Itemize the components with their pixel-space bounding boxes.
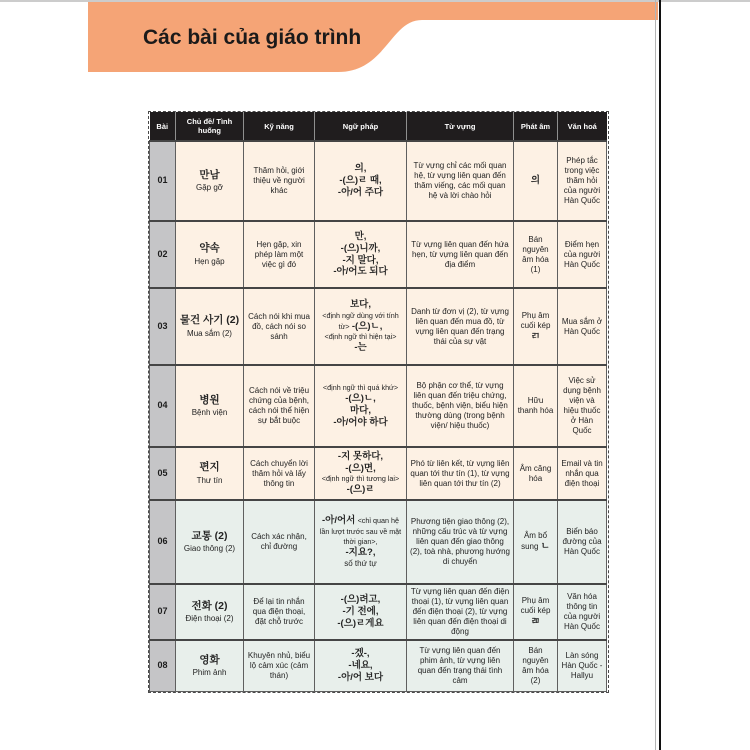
topic-korean: 교통 (2)	[191, 529, 228, 542]
lesson-number-cell: 02	[150, 221, 176, 288]
culture-cell: Văn hóa thông tin của người Hàn Quốc	[558, 584, 607, 640]
page-edge-shadow	[655, 0, 656, 750]
topic-cell	[176, 500, 244, 584]
page-edge-line	[659, 0, 661, 750]
lesson-number-cell: 07	[150, 584, 176, 640]
korean-text: -(으)ㄴ,	[351, 320, 383, 332]
skills-cell: Cách nói khi mua đồ, cách nói so sánh	[244, 288, 315, 365]
curriculum-table-wrap	[148, 111, 609, 693]
annotation-text: <chỉ quan hệ lần lượt trước sau về mặt thời gian>,	[319, 516, 402, 546]
grammar-cell	[315, 288, 407, 365]
lesson-number-cell: 08	[150, 640, 176, 691]
grammar-cell	[315, 141, 407, 221]
annotation-text: Bán nguyên âm hóa (2)	[522, 645, 549, 685]
korean-text: 의	[530, 175, 541, 187]
annotation-text: Phụ âm cuối kép	[520, 596, 551, 616]
korean-text: 보다,	[350, 298, 371, 310]
table-row	[150, 447, 607, 500]
topic-vietnamese: Mua sắm (2)	[187, 328, 232, 338]
lesson-number-cell: 06	[150, 500, 176, 584]
topic-cell	[176, 288, 244, 365]
korean-text: -아/어서	[322, 515, 356, 527]
grammar-cell	[315, 447, 407, 500]
table-row	[150, 288, 607, 365]
korean-text: ㄺ	[530, 330, 541, 342]
grammar-cell	[315, 640, 407, 691]
grammar-cell	[315, 500, 407, 584]
pronunciation-cell	[514, 640, 558, 691]
table-row	[150, 221, 607, 288]
topic-korean: 약속	[199, 242, 220, 255]
korean-text: -(으)ㄹ 때,	[339, 175, 382, 187]
topic-vietnamese: Giao thông (2)	[183, 544, 236, 554]
lesson-number-cell: 05	[150, 447, 176, 500]
skills-cell: Hẹn gặp, xin phép làm một việc gì đó	[244, 221, 315, 288]
pronunciation-cell	[514, 221, 558, 288]
topic-vietnamese: Gặp gỡ	[195, 183, 224, 193]
vocabulary-cell: Phó từ liên kết, từ vựng liên quan tới thư tín (1), từ vựng liên quan tới thư tín (2)	[407, 447, 514, 500]
skills-cell: Thăm hỏi, giới thiệu về người khác	[244, 141, 315, 221]
pronunciation-cell	[514, 141, 558, 221]
topic-cell	[176, 365, 244, 447]
culture-cell: Việc sử dụng bệnh viện và hiệu thuốc ở Hàn Quốc	[558, 365, 607, 447]
annotation-text: Âm căng hóa	[519, 463, 552, 483]
topic-vietnamese: Phim ảnh	[192, 667, 227, 677]
vocabulary-cell: Phương tiện giao thông (2), những cấu trúc và từ vựng liên quan đến giao thông (2), toà nhà, phương hướng di chuyển	[407, 500, 514, 584]
table-header-row	[150, 112, 607, 141]
culture-cell: Điểm hẹn của người Hàn Quốc	[558, 221, 607, 288]
annotation-text: <định ngữ thì quá khứ>	[322, 383, 399, 393]
column-header-4: Từ vựng	[407, 112, 514, 141]
korean-text: 의,	[354, 163, 367, 175]
korean-text: -겠-,	[351, 647, 370, 659]
skills-cell: Cách chuyển lời thăm hỏi và lấy thông tin	[244, 447, 315, 500]
annotation-text: Bán nguyên âm hóa (1)	[522, 234, 549, 274]
korean-text: -아/어 보다	[337, 671, 384, 683]
annotation-text: <định ngữ thì hiện tại>	[324, 332, 397, 342]
korean-text: 마다,	[350, 405, 371, 417]
table-row	[150, 365, 607, 447]
culture-cell: Mua sắm ở Hàn Quốc	[558, 288, 607, 365]
pronunciation-cell	[514, 584, 558, 640]
korean-text: 만,	[354, 230, 367, 242]
lesson-number-cell: 01	[150, 141, 176, 221]
vocabulary-cell: Từ vựng chỉ các mối quan hệ, từ vựng liên quan đến thăm viếng, các mối quan hệ và lời chào hỏi	[407, 141, 514, 221]
culture-cell: Làn sóng Hàn Quốc - Hallyu	[558, 640, 607, 691]
topic-cell	[176, 141, 244, 221]
korean-text: -아/어 주다	[337, 186, 384, 198]
topic-korean: 편지	[199, 461, 220, 474]
korean-text: -지 못하다,	[337, 450, 384, 462]
topic-korean: 물건 사기 (2)	[179, 314, 240, 327]
pronunciation-cell	[514, 447, 558, 500]
pronunciation-cell	[514, 500, 558, 584]
column-header-5: Phát âm	[514, 112, 558, 141]
column-header-3: Ngữ pháp	[315, 112, 407, 141]
vocabulary-cell: Từ vựng liên quan đến hứa hẹn, từ vựng liên quan đến địa điểm	[407, 221, 514, 288]
annotation-text: Âm bổ sung	[521, 531, 548, 552]
korean-text: -네요,	[348, 659, 373, 671]
vocabulary-cell: Từ vựng liên quan đến phim ảnh, từ vựng liên quan đến trạng thái tình cảm	[407, 640, 514, 691]
korean-text: -(으)니까,	[340, 242, 381, 254]
korean-text: -(으)ㄹ게요	[337, 617, 384, 629]
topic-cell	[176, 640, 244, 691]
curriculum-table	[149, 112, 607, 692]
page-title: Các bài của giáo trình	[143, 26, 362, 49]
topic-korean: 영화	[199, 653, 220, 666]
table-row	[150, 584, 607, 640]
korean-text: -기 전에,	[342, 606, 379, 618]
pronunciation-cell	[514, 288, 558, 365]
skills-cell: Cách nói về triệu chứng của bệnh, cách nói thể hiện sự bắt buộc	[244, 365, 315, 447]
grammar-cell	[315, 221, 407, 288]
culture-cell: Phép tắc trong việc thăm hỏi của người Hàn Quốc	[558, 141, 607, 221]
topic-cell	[176, 221, 244, 288]
table-row	[150, 141, 607, 221]
korean-text: -(으)ㄹ	[346, 484, 375, 496]
topic-cell	[176, 447, 244, 500]
annotation-text: Phụ âm cuối kép	[520, 310, 551, 330]
topic-korean: 만남	[199, 168, 220, 181]
lesson-number-cell: 03	[150, 288, 176, 365]
skills-cell: Cách xác nhận, chỉ đường	[244, 500, 315, 584]
table-row	[150, 640, 607, 691]
annotation-text: <định ngữ dùng với tính từ>	[322, 310, 399, 331]
topic-vietnamese: Bệnh viện	[191, 408, 228, 418]
vocabulary-cell: Từ vựng liên quan đến điện thoại (1), từ vựng liên quan đến điện thoại (2), từ vựng liên quan đến điện thoại di động	[407, 584, 514, 640]
annotation-text: Hữu thanh hóa	[517, 396, 554, 415]
skills-cell: Để lại tin nhắn qua điện thoại, đặt chỗ trước	[244, 584, 315, 640]
table-row	[150, 500, 607, 584]
pronunciation-cell	[514, 365, 558, 447]
korean-text: -(으)ㄴ,	[345, 393, 376, 405]
topic-vietnamese: Hẹn gặp	[194, 256, 225, 266]
korean-text: -지 말다,	[342, 254, 379, 266]
korean-text: -(으)려고,	[340, 594, 381, 606]
annotation-text: số thứ tự	[344, 558, 377, 568]
column-header-6: Văn hoá	[558, 112, 607, 141]
korean-text: -아/어도 되다	[333, 266, 388, 278]
grammar-cell	[315, 584, 407, 640]
korean-text: ㄴ	[540, 541, 550, 553]
lesson-number-cell: 04	[150, 365, 176, 447]
korean-text: -지요?,	[345, 547, 376, 558]
topic-vietnamese: Điện thoại (2)	[185, 614, 234, 624]
vocabulary-cell: Danh từ đơn vị (2), từ vựng liên quan đến mua đồ, từ vựng liên quan đến trạng thái của sự vật	[407, 288, 514, 365]
korean-text: -아/어야 하다	[333, 416, 388, 428]
column-header-0: Bài	[150, 112, 176, 141]
topic-korean: 병원	[199, 393, 220, 406]
topic-korean: 전화 (2)	[191, 599, 228, 612]
korean-text: -(으)면,	[345, 462, 376, 474]
culture-cell: Email và tin nhắn qua điện thoại	[558, 447, 607, 500]
korean-text: -는	[354, 342, 367, 354]
skills-cell: Khuyên nhủ, biểu lộ cảm xúc (cảm thán)	[244, 640, 315, 691]
culture-cell: Biển báo đường của Hàn Quốc	[558, 500, 607, 584]
column-header-1: Chủ đề/ Tình huống	[176, 112, 244, 141]
topic-cell	[176, 584, 244, 640]
vocabulary-cell: Bộ phận cơ thể, từ vựng liên quan đến triệu chứng, thuốc, bệnh viện, biểu hiện thường dùng (trong bệnh viện/ hiệu thuốc)	[407, 365, 514, 447]
annotation-text: <định ngữ thì tương lai>	[321, 474, 400, 484]
grammar-cell	[315, 365, 407, 447]
column-header-2: Kỹ năng	[244, 112, 315, 141]
korean-text: ㄻ	[530, 616, 541, 628]
topic-vietnamese: Thư tín	[196, 475, 223, 485]
